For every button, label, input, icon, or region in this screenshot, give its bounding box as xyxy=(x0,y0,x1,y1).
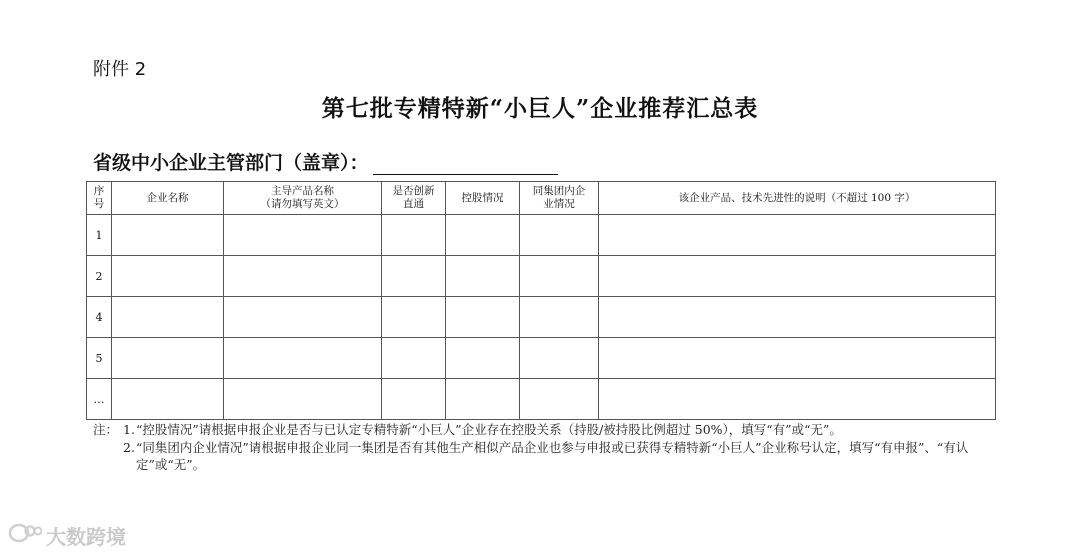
speech-bubble-logo-icon xyxy=(8,522,46,549)
summary-table xyxy=(86,181,996,420)
cell-main-product xyxy=(224,297,382,338)
table-row xyxy=(87,297,996,338)
note-text: “同集团内企业情况”请根据申报企业同一集团是否有其他生产相似产品企业也参与申报或已获得专精特新“小巨人”企业称号认定，填写“有申报”、“有认定”或“无”。 xyxy=(136,439,969,472)
table-row xyxy=(87,338,996,379)
cell-description xyxy=(599,338,996,379)
header-advancement-description: 该企业产品、技术先进性的说明（不超过 100 字） xyxy=(599,182,996,215)
cell-company-name xyxy=(112,256,224,297)
header-group-status: 同集团内企 业情况 xyxy=(520,182,599,215)
cell-main-product xyxy=(224,379,382,420)
cell-description xyxy=(599,297,996,338)
notes-section xyxy=(93,421,988,474)
row-number: … xyxy=(87,379,112,420)
table-row xyxy=(87,256,996,297)
note-text: “控股情况”请根据申报企业是否与已认定专精特新“小巨人”企业存在控股关系（持股/被持股比例超过 50%），填写“有”或“无”。 xyxy=(136,422,842,437)
cell-innovation-direct xyxy=(382,379,446,420)
table-row xyxy=(87,379,996,420)
cell-group-status xyxy=(520,338,599,379)
header-serial: 序号 xyxy=(87,182,112,215)
watermark xyxy=(8,521,126,550)
cell-group-status xyxy=(520,379,599,420)
row-number: 1 xyxy=(87,215,112,256)
cell-main-product xyxy=(224,215,382,256)
cell-group-status xyxy=(520,297,599,338)
cell-innovation-direct xyxy=(382,338,446,379)
cell-group-status xyxy=(520,256,599,297)
cell-innovation-direct xyxy=(382,297,446,338)
page-title: 第七批专精特新“小巨人”企业推荐汇总表 xyxy=(321,95,759,122)
cell-innovation-direct xyxy=(382,256,446,297)
header-company-name: 企业名称 xyxy=(112,182,224,215)
attachment-label: 附件 2 xyxy=(93,59,147,80)
note-2 xyxy=(93,439,988,474)
row-number: 5 xyxy=(87,338,112,379)
cell-main-product xyxy=(224,256,382,297)
cell-holding-status xyxy=(446,215,520,256)
cell-company-name xyxy=(112,297,224,338)
cell-holding-status xyxy=(446,297,520,338)
header-innovation-direct: 是否创新 直通 xyxy=(382,182,446,215)
department-blank-field xyxy=(373,154,558,175)
cell-holding-status xyxy=(446,338,520,379)
cell-holding-status xyxy=(446,379,520,420)
cell-holding-status xyxy=(446,256,520,297)
table-row xyxy=(87,215,996,256)
cell-description xyxy=(599,256,996,297)
note-1 xyxy=(93,421,988,439)
header-main-product: 主导产品名称 （请勿填写英文） xyxy=(224,182,382,215)
table-header-row xyxy=(87,182,996,215)
cell-group-status xyxy=(520,215,599,256)
row-number: 2 xyxy=(87,256,112,297)
department-line xyxy=(93,148,558,175)
cell-innovation-direct xyxy=(382,215,446,256)
notes-prefix: 注： xyxy=(93,422,119,437)
cell-main-product xyxy=(224,338,382,379)
row-number: 4 xyxy=(87,297,112,338)
cell-company-name xyxy=(112,215,224,256)
header-holding-status: 控股情况 xyxy=(446,182,520,215)
note-index: 1. xyxy=(123,422,135,437)
watermark-text: 大数跨境 xyxy=(46,525,126,549)
department-label: 省级中小企业主管部门（盖章）： xyxy=(93,152,369,174)
cell-description xyxy=(599,215,996,256)
cell-company-name xyxy=(112,379,224,420)
cell-description xyxy=(599,379,996,420)
cell-company-name xyxy=(112,338,224,379)
note-index: 2. xyxy=(123,439,135,455)
